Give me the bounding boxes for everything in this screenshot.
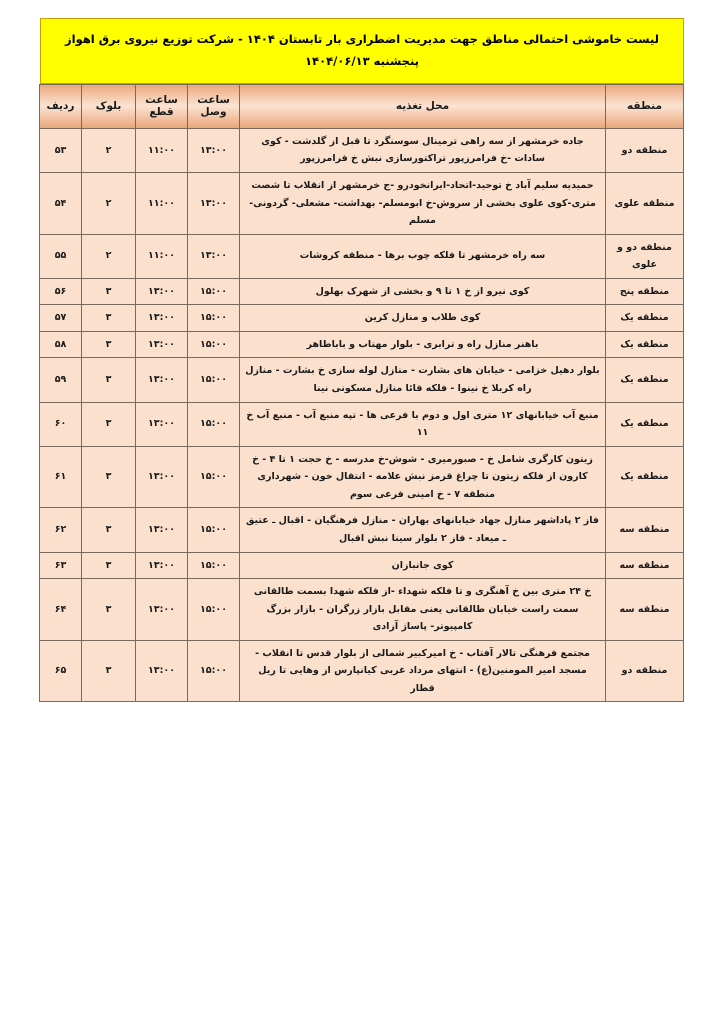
cell-zone: منطقه یک (606, 331, 684, 358)
cell-feed-location: سه راه خرمشهر تا فلکه چوب برها - منطقه کروشات (240, 234, 606, 278)
cell-row-no: ۶۰ (40, 402, 82, 446)
cell-block: ۳ (82, 508, 136, 552)
column-header-zone: منطقه (606, 84, 684, 128)
cell-row-no: ۶۲ (40, 508, 82, 552)
cell-cut-time: ۱۳:۰۰ (136, 446, 188, 508)
cell-restore-time: ۱۳:۰۰ (188, 128, 240, 172)
table-row (40, 128, 684, 172)
cell-row-no: ۶۳ (40, 552, 82, 579)
cell-restore-time: ۱۵:۰۰ (188, 579, 240, 641)
cell-restore-time: ۱۵:۰۰ (188, 446, 240, 508)
cell-restore-time: ۱۵:۰۰ (188, 305, 240, 332)
cell-zone: منطقه دو (606, 128, 684, 172)
cell-cut-time: ۱۳:۰۰ (136, 278, 188, 305)
cell-row-no: ۵۷ (40, 305, 82, 332)
cell-cut-time: ۱۳:۰۰ (136, 640, 188, 702)
column-header-block: بلوک (82, 84, 136, 128)
cell-zone: منطقه یک (606, 358, 684, 402)
cell-zone: منطقه سه (606, 552, 684, 579)
table-row (40, 552, 684, 579)
cell-zone: منطقه سه (606, 579, 684, 641)
cell-restore-time: ۱۵:۰۰ (188, 278, 240, 305)
table-body (40, 128, 684, 702)
cell-restore-time: ۱۵:۰۰ (188, 331, 240, 358)
title-banner (40, 18, 684, 84)
table-row (40, 278, 684, 305)
cell-cut-time: ۱۳:۰۰ (136, 579, 188, 641)
title-line-primary: لیست خاموشی احتمالی مناطق جهت مدیریت اضطراری بار تابستان ۱۴۰۴ - شرکت توزیع نیروی برق اهواز (65, 32, 659, 46)
outage-schedule-table (39, 84, 684, 703)
cell-block: ۳ (82, 402, 136, 446)
cell-row-no: ۶۴ (40, 579, 82, 641)
cell-feed-location: جاده خرمشهر از سه راهی ترمینال سوسنگرد تا قبل از گلدشت - کوی سادات -خ فرامرزپور تراکتورسازی نبش خ فرامرزپور (240, 128, 606, 172)
cell-restore-time: ۱۳:۰۰ (188, 172, 240, 234)
table-row (40, 508, 684, 552)
cell-row-no: ۵۴ (40, 172, 82, 234)
cell-block: ۳ (82, 579, 136, 641)
cell-row-no: ۶۵ (40, 640, 82, 702)
cell-restore-time: ۱۵:۰۰ (188, 508, 240, 552)
cell-zone: منطقه سه (606, 508, 684, 552)
column-header-feed-location: محل تغذیه (240, 84, 606, 128)
cell-feed-location: مجتمع فرهنگی تالار آفتاب - خ امیرکبیر شمالی از بلوار قدس تا انقلاب - مسجد امیر المومنین(ع) - انتهای مرداد غربی کیانپارس از وهایی تا ریل قطار (240, 640, 606, 702)
table-row (40, 234, 684, 278)
cell-cut-time: ۱۳:۰۰ (136, 358, 188, 402)
table-header-row (40, 84, 684, 128)
cell-restore-time: ۱۳:۰۰ (188, 234, 240, 278)
cell-block: ۲ (82, 172, 136, 234)
title-line-date: پنجشنبه ۱۴۰۴/۰۶/۱۳ (305, 54, 419, 69)
cell-block: ۳ (82, 278, 136, 305)
cell-row-no: ۵۳ (40, 128, 82, 172)
cell-block: ۳ (82, 305, 136, 332)
cell-zone: منطقه یک (606, 446, 684, 508)
cell-zone: منطقه یک (606, 305, 684, 332)
cell-block: ۳ (82, 640, 136, 702)
cell-cut-time: ۱۳:۰۰ (136, 552, 188, 579)
cell-zone: منطقه دو (606, 640, 684, 702)
table-row (40, 640, 684, 702)
cell-block: ۳ (82, 358, 136, 402)
cell-block: ۳ (82, 331, 136, 358)
cell-feed-location: حمیدیه سلیم آباد خ توحید-اتحاد-ایرانخودرو -ج خرمشهر از انقلاب تا شصت متری-کوی علوی بخشی از سروش-خ ابومسلم- بهداشت- مشعلی- گردونی-مسلم (240, 172, 606, 234)
table-row (40, 579, 684, 641)
cell-restore-time: ۱۵:۰۰ (188, 552, 240, 579)
column-header-cut-time: ساعت قطع (136, 84, 188, 128)
cell-feed-location: کوی نیرو از خ ۱ تا ۹ و بخشی از شهرک بهلول (240, 278, 606, 305)
column-header-restore-time: ساعت وصل (188, 84, 240, 128)
cell-zone: منطقه یک (606, 402, 684, 446)
cell-feed-location: زیتون کارگری شامل خ - صبورمیری - شوش-خ مدرسه - خ حجت ۱ تا ۴ - خ کارون از فلکه زیتون تا چراغ قرمز نبش علامه - انتقال خون - شهرداری منطقه ۷ - خ امینی فرعی سوم (240, 446, 606, 508)
table-row (40, 402, 684, 446)
cell-cut-time: ۱۳:۰۰ (136, 331, 188, 358)
cell-zone: منطقه پنج (606, 278, 684, 305)
table-row (40, 331, 684, 358)
cell-row-no: ۵۶ (40, 278, 82, 305)
cell-row-no: ۵۸ (40, 331, 82, 358)
cell-cut-time: ۱۱:۰۰ (136, 172, 188, 234)
cell-cut-time: ۱۳:۰۰ (136, 305, 188, 332)
table-row (40, 446, 684, 508)
cell-restore-time: ۱۵:۰۰ (188, 640, 240, 702)
table-header (40, 84, 684, 128)
cell-feed-location: کوی جانبازان (240, 552, 606, 579)
cell-feed-location: کوی طلاب و منازل کرین (240, 305, 606, 332)
cell-feed-location: بلوار دهیل خزامی - خیابان های بشارت - منازل لوله سازی خ بشارت - منازل راه کربلا خ نینوا - فلکه قائا منازل مسکونی نینا (240, 358, 606, 402)
cell-block: ۲ (82, 234, 136, 278)
cell-cut-time: ۱۱:۰۰ (136, 128, 188, 172)
cell-feed-location: منبع آب خیابانهای ۱۲ متری اول و دوم با فرعی ها - تپه منبع آب - منبع آب خ ۱۱ (240, 402, 606, 446)
cell-cut-time: ۱۳:۰۰ (136, 508, 188, 552)
cell-feed-location: خ ۲۴ متری بین خ آهنگری و تا فلکه شهداء -از فلکه شهدا بسمت طالقانی سمت راست خیابان طالقانی یعنی مقابل بازار زرگران - بازار بزرگ کامپیوتر- پاساژ آزادی (240, 579, 606, 641)
cell-cut-time: ۱۱:۰۰ (136, 234, 188, 278)
cell-row-no: ۵۵ (40, 234, 82, 278)
table-row (40, 358, 684, 402)
cell-cut-time: ۱۳:۰۰ (136, 402, 188, 446)
cell-zone: منطقه دو و علوی (606, 234, 684, 278)
cell-row-no: ۶۱ (40, 446, 82, 508)
cell-block: ۲ (82, 128, 136, 172)
cell-restore-time: ۱۵:۰۰ (188, 402, 240, 446)
table-row (40, 305, 684, 332)
cell-restore-time: ۱۵:۰۰ (188, 358, 240, 402)
cell-feed-location: باهنر منازل راه و ترابری - بلوار مهتاب و باباطاهر (240, 331, 606, 358)
cell-feed-location: فاز ۲ پاداشهر منازل جهاد خیابانهای بهاران - منازل فرهنگیان - اقبال ـ عتیق ـ میعاد - فاز ۲ بلوار سینا نبش اقبال (240, 508, 606, 552)
cell-block: ۳ (82, 446, 136, 508)
column-header-row-no: ردیف (40, 84, 82, 128)
cell-row-no: ۵۹ (40, 358, 82, 402)
cell-block: ۳ (82, 552, 136, 579)
table-row (40, 172, 684, 234)
cell-zone: منطقه علوی (606, 172, 684, 234)
